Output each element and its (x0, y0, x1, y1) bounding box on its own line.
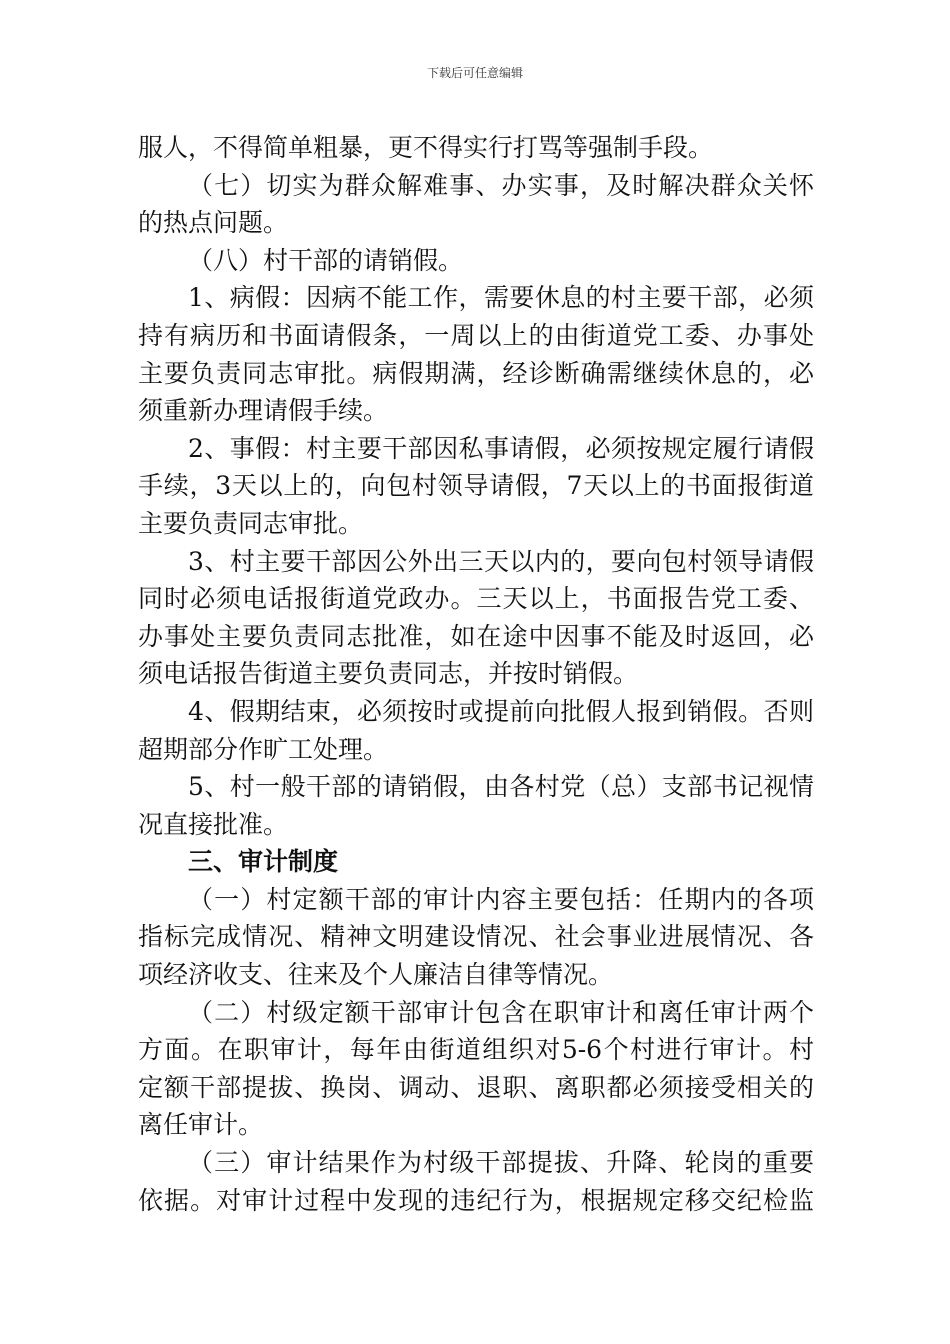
text-line: 指标完成情况、精神文明建设情况、社会事业进展情况、各 (138, 922, 814, 952)
text-line: （七）切实为群众解难事、办实事，及时解决群众关怀 (188, 170, 814, 200)
text-line: （二）村级定额干部审计包含在职审计和离任审计两个 (188, 997, 814, 1027)
text-line: 4、假期结束，必须按时或提前向批假人报到销假。否则 (188, 696, 814, 726)
text-line: （三）审计结果作为村级干部提拔、升降、轮岗的重要 (188, 1148, 814, 1178)
text-line: （一）村定额干部的审计内容主要包括：任期内的各项 (188, 884, 814, 914)
text-line: 离任审计。 (138, 1110, 264, 1140)
text-line: 办事处主要负责同志批准，如在途中因事不能及时返回，必 (138, 621, 814, 651)
text-line: 况直接批准。 (138, 809, 289, 839)
text-line: 超期部分作旷工处理。 (138, 734, 389, 764)
text-line: 须重新办理请假手续。 (138, 396, 389, 426)
text-line: 2、事假：村主要干部因私事请假，必须按规定履行请假 (188, 433, 814, 463)
text-line: 须电话报告街道主要负责同志，并按时销假。 (138, 659, 639, 689)
text-line: 1、病假：因病不能工作，需要休息的村主要干部，必须 (188, 283, 814, 313)
text-line: （八）村干部的请销假。 (188, 245, 464, 275)
text-line: 5、村一般干部的请销假，由各村党（总）支部书记视情 (188, 772, 814, 802)
text-line: 主要负责同志审批。 (138, 508, 364, 538)
text-line: 方面。在职审计，每年由街道组织对5-6个村进行审计。村 (138, 1035, 814, 1065)
text-line: 手续，3天以上的，向包村领导请假，7天以上的书面报街道 (138, 471, 814, 501)
document-body (138, 129, 814, 1219)
text-line: 的热点问题。 (138, 208, 289, 238)
text-line: 3、村主要干部因公外出三天以内的，要向包村领导请假 (188, 546, 814, 576)
text-line: 定额干部提拔、换岗、调动、退职、离职都必须接受相关的 (138, 1072, 814, 1102)
text-line: 项经济收支、往来及个人廉洁自律等情况。 (138, 960, 614, 990)
text-line: 同时必须电话报街道党政办。三天以上，书面报告党工委、 (138, 584, 814, 614)
text-line: 主要负责同志审批。病假期满，经诊断确需继续休息的，必 (138, 358, 814, 388)
text-line: 服人，不得简单粗暴，更不得实行打骂等强制手段。 (138, 133, 714, 162)
section-heading: 三、审计制度 (188, 847, 339, 877)
text-line: 持有病历和书面请假条，一周以上的由街道党工委、办事处 (138, 320, 814, 350)
page-header: 下载后可任意编辑 (426, 66, 523, 80)
text-line: 依据。对审计过程中发现的违纪行为，根据规定移交纪检监 (138, 1185, 814, 1215)
